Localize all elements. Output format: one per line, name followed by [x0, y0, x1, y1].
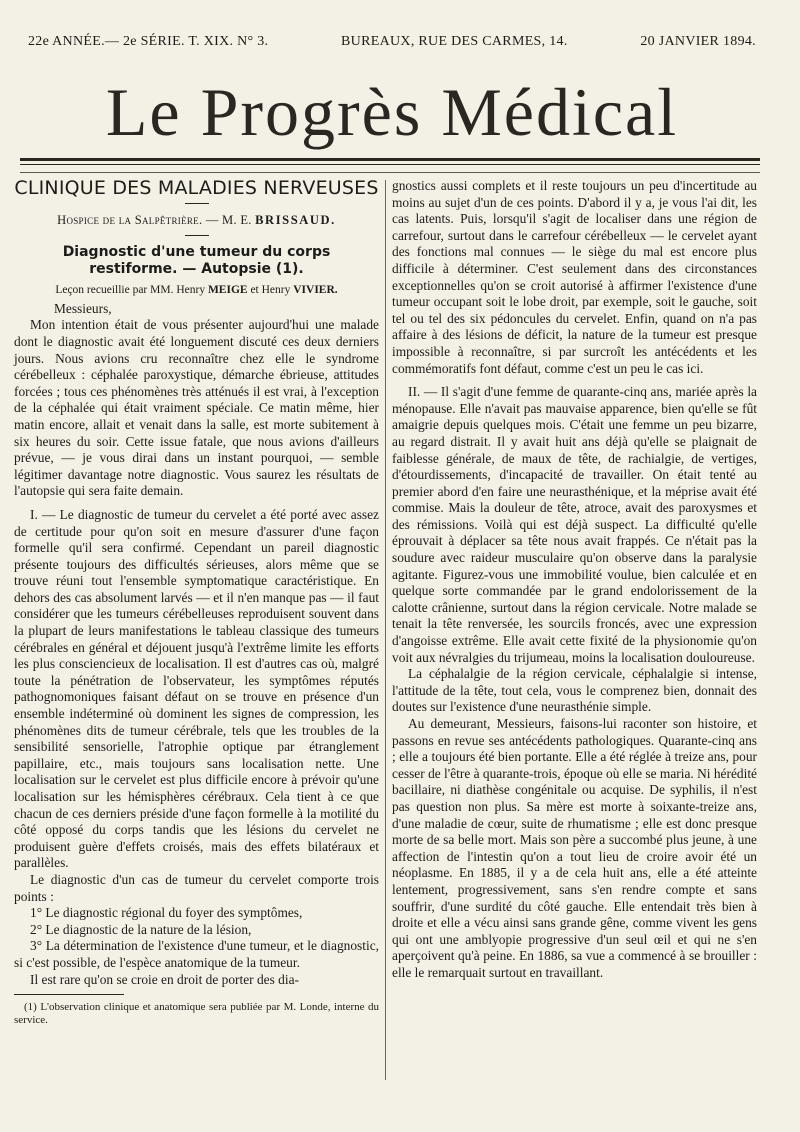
right-column — [392, 178, 757, 982]
article-title: Diagnostic d'une tumeur du corps restiforme. — Autopsie (1). — [62, 244, 331, 278]
hospice-prefix: Hospice de la Salpêtrière. — M. E. — [57, 213, 252, 228]
paragraph: Au demeurant, Messieurs, faisons-lui raconter son histoire, et passons en revue ses antécédents pathologiques. Quarante-cinq ans ; elle a toujours été bien portante. Elle a été réglée à treize ans, pour cesser de l'être à quarante-trois, époque où elle se maria. Ni hérédité bacillaire, ni diathèse congénitale ou acquise. De syphilis, il n'est pas question non plus. Sa mère est morte à soixante-treize ans, d'une maladie de cœur, suite de rhumatisme ; elle est donc presque morte de sa belle mort. Mais son père a succombé plus jeune, à une affection de l'intestin qu'on a tout lieu de croire avoir été un néoplasme. En 1885, il y a de cela huit ans, elle a été atteinte lentement, progressivement, sans s'en rendre compte et sans souffrir, d'une surdité du côté gauche. Elle entendait très bien à droite et elle a vécu ainsi sans grande gêne, comme vivent les gens qui ont une amblyopie progressive d'un seul œil et qui ne s'en aperçoivent qu'à peine. En 1886, sa vue a commencé à se brouiller : elle le remarquait surtout en travaillant. — [392, 716, 757, 980]
credit-name-vivier: VIVIER. — [293, 284, 338, 297]
author-name: BRISSAUD. — [255, 213, 336, 228]
paragraph: gnostics aussi complets et il reste toujours un peu d'incertitude au moins au sujet d'un de ces points. D'abord il y a, je vous l'ai dit, les cas latents. Puis, lorsqu'il s'agit de localiser dans une région de carrefour, surtout dans le carrefour cérébelleux — le cervelet ayant des fonctions mal connues — le siège du mal est encore plus difficile à déterminer. C'est seulement dans des circonstances exceptionnelles qu'on se croit autorisé à affirmer l'existence d'une tumeur occupant soit le lobe droit, par exemple, soit le gauche, soit tel ou tel des six pédoncules du cervelet. Enfin, quand on n'a pas affaire à des lésions de déficit, la nature de la tumeur est presque impossible à reconnaître, si par surcroît les antécédents et les commémoratifs font défaut, comme c'est un peu le cas ici. — [392, 178, 757, 376]
list-item: 2° Le diagnostic de la nature de la lésion, — [30, 921, 252, 937]
credit-prefix: Leçon recueillie par MM. Henry — [55, 284, 206, 297]
paragraph: Il est rare qu'on se croie en droit de porter des dia- — [30, 971, 300, 987]
paragraph: La céphalalgie de la région cervicale, céphalalgie si intense, l'attitude de la tête, tout cela, vous le comprenez bien, donnait des doutes sur l'existence d'une neurasthénie simple. — [392, 666, 757, 715]
masthead-rule — [20, 158, 760, 161]
masthead-rule-thin — [20, 164, 760, 165]
left-column — [14, 178, 379, 1027]
masthead-title: Le Progrès Médical — [105, 74, 679, 150]
paragraph: I. — Le diagnostic de tumeur du cervelet a été porté avec assez de certitude pour qu'on soit en mesure d'assurer d'une façon formelle qu'il sera confirmé. Cependant un pareil diagnostic présente toujours des difficultés sérieuses, alors même que se trouve réuni tout l'ensemble symptomatique caractéristique. En dehors des cas absolument larvés — et il n'en manque pas — il faut considérer que les tumeurs cérébelleuses reproduisent souvent dans la plupart de leurs manifestations le tableau classique des tumeurs cérébrales en général et déjouent jusqu'à l'extrême limite les efforts les plus consciencieux de localisation. Il est d'autres cas où, malgré toute la pénétration de l'observateur, les symptômes réputés pathognomoniques faisant défaut on se trouve en présence d'un ensemble indéterminé où dominent les signes de compression, les phénomènes dits de tumeur cérébrale, tels que les troubles de la sensibilité sensorielle, l'atrophie optique par étranglement papillaire, etc., mais toujours sans localisation nette. Une localisation sur le cervelet est plus difficile encore à prévoir qu'une localisation sur les hémisphères cérébraux. Cela tient à ce que chacun de ces derniers préside d'une façon formelle à la motilité du côté opposé du corps tandis que les lésions du cervelet ne produisent guère d'effets croisés, mais des effets bilatéraux et parallèles. — [14, 506, 379, 871]
separator-dash — [185, 203, 209, 205]
credit-mid: et Henry — [250, 284, 291, 297]
diagnosis-points — [14, 905, 379, 971]
paragraph: II. — Il s'agit d'une femme de quarante-cinq ans, mariée après la ménopause. Elle n'avait pas mauvaise apparence, bien qu'elle se fût amaigrie depuis quelques mois. C'était une femme un peu bizarre, au regard distrait. Il y avait huit ans déjà qu'elle se plaignait de faiblesse générale, de maux de tête, de rachialgie, de vertiges, d'étourdissements, d'incapacité de travailler. On était tenté au premier abord d'en faire une neurasthénique, et la méprise avait été commise. Mais la douleur de tête, atroce, avait des paroxysmes et des rémissions. Voilà qui est déjà suspect. La difficulté qu'elle éprouvait à déplacer sa tête nous avait frappés. Ce n'était pas la soudure avec raideur musculaire qu'on observe dans la paralysie agitante. Figurez-vous une immobilité voulue, bien calculée et en quelque sorte commandée par le grand endolorissement de la calotte crânienne, surtout dans la région cervicale. Notre malade se tenait la tête renversée, les sourcils froncés, avec une expression d'angoisse extrême. Elle avait cette fixité de la physionomie qu'on voit aux névralgies du trijumeau, moins la localisation douloureuse. — [392, 384, 757, 665]
credit-line — [14, 282, 379, 299]
issue-date: 20 JANVIER 1894. — [640, 34, 756, 49]
office-address: BUREAUX, RUE DES CARMES, 14. — [341, 34, 568, 49]
section-title: CLINIQUE DES MALADIES NERVEUSES — [14, 177, 379, 199]
credit-name-meige: MEIGE — [207, 284, 248, 297]
hospice-line — [14, 212, 379, 229]
salutation: Messieurs, — [54, 300, 112, 316]
issue-number: 22e ANNÉE.— 2e SÉRIE. T. XIX. N° 3. — [28, 34, 269, 49]
paragraph: Le diagnostic d'un cas de tumeur du cervelet comporte trois points : — [14, 871, 379, 904]
paragraph: Mon intention était de vous présenter aujourd'hui une malade dont le diagnostic avait été longuement discuté ces deux derniers jours. Nous avions cru reconnaître chez elle le syndrome cérébelleux : céphalée paroxystique, démarche ébrieuse, attitudes forcées ; tous ces phénomènes très atténués il est vrai, à l'exception de la céphalée qui était vraiment spéciale. Ce matin même, hier matin encore, allait et venait dans la salle, est morte subitement à six heures du soir. Cette issue fatale, que nous avions d'ailleurs prévue, — je vous dirai dans un instant pourquoi, — semble légitimer davantage notre diagnostic. Vous saurez les résultats de l'autopsie qui sera faite demain. — [14, 317, 379, 499]
list-item: 1° Le diagnostic régional du foyer des symptômes, — [30, 905, 303, 921]
column-divider — [385, 180, 386, 1080]
masthead-rule-thin-lower — [20, 172, 760, 173]
list-item: 3° La détermination de l'existence d'une tumeur, et le diagnostic, si c'est possible, de l'espèce anatomique de la tumeur. — [14, 938, 379, 970]
issue-header — [28, 34, 756, 50]
footnote-rule — [14, 994, 124, 995]
separator-dash — [185, 235, 209, 237]
footnote: (1) L'observation clinique et anatomique sera publiée par M. Londe, interne du service. — [14, 1001, 379, 1027]
